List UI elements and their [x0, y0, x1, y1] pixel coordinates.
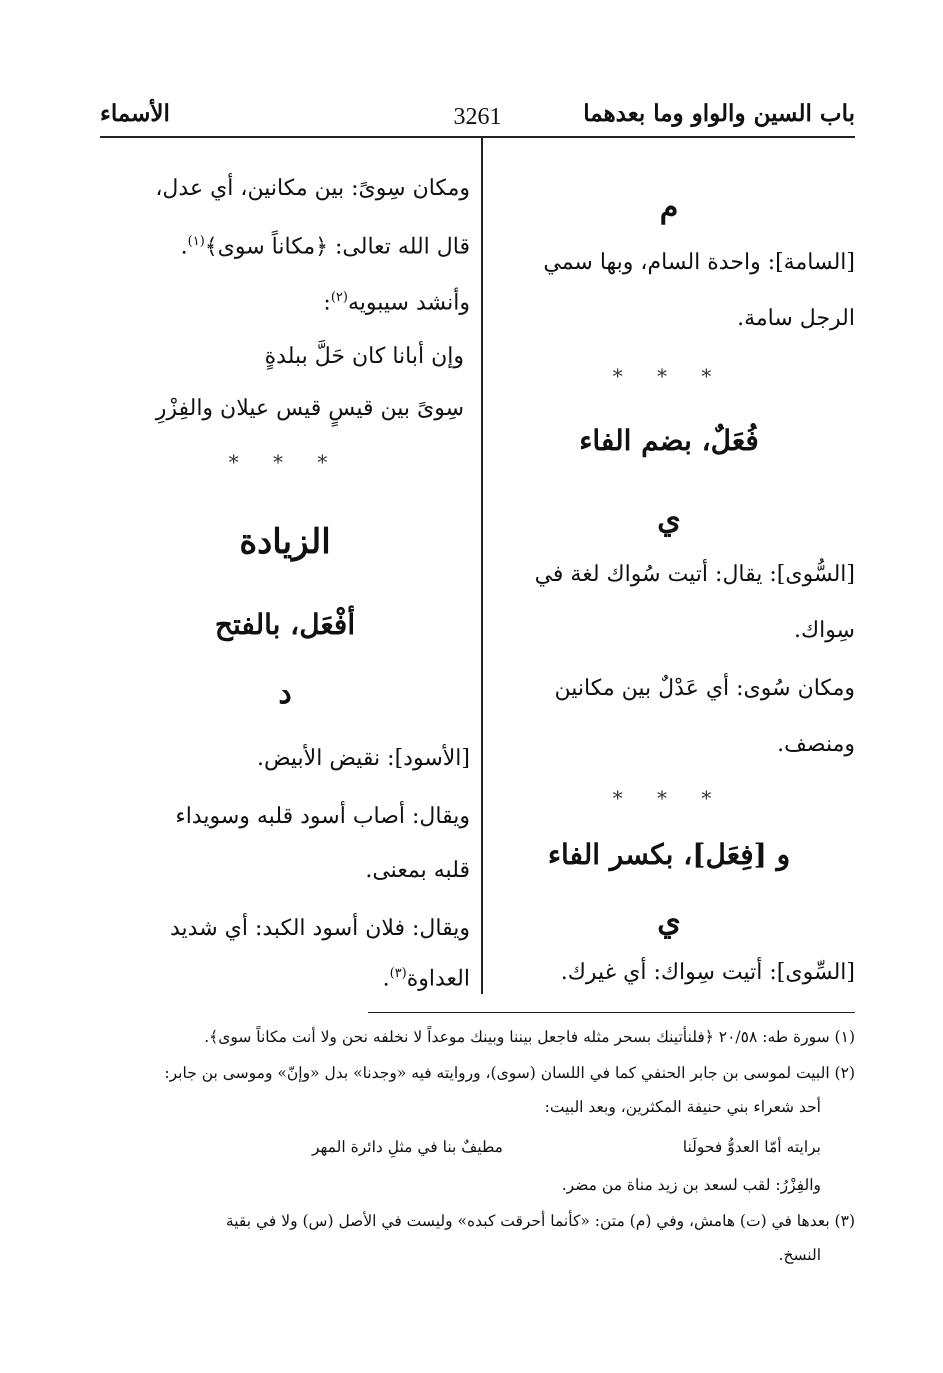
quran-quote: قال الله تعالى: ﴿مكاناً سوى﴾: [204, 234, 470, 260]
letter-mim: م: [659, 190, 679, 225]
sibawayh-text: وأنشد سيبويه: [347, 290, 470, 316]
left-p2-line2: قلبه بمعنى.: [365, 858, 470, 883]
footnote-ref: (٢): [330, 290, 348, 305]
right-p3-line2: ومنصف.: [777, 732, 855, 757]
footnote-3-line1: (٣) بعدها في (ت) هامش، وفي (م) متن: «كأنما أحرقت كبده» وليست في الأصل (س) ولا في بقية: [225, 1212, 855, 1230]
left-line3: وأنشد سيبويه$^{(٢)}$:: [323, 290, 470, 316]
separator-stars: * * *: [228, 450, 342, 474]
letter-ya: ي: [657, 502, 681, 537]
section-title: الأسماء: [100, 100, 170, 127]
right-p1-line1: [السامة]: واحدة السام، وبها سمي: [543, 250, 855, 275]
page-header: [100, 100, 855, 140]
page-number: 3261: [453, 104, 502, 130]
header-rule: [100, 136, 855, 138]
letter-dal: د: [278, 676, 292, 711]
footnote-3-line2: النسخ.: [778, 1246, 821, 1264]
heading-afal: أفْعَل، بالفتح: [214, 608, 356, 641]
footnote-2-line2: أحد شعراء بني حنيفة المكثرين، وبعد البيت:: [544, 1098, 821, 1116]
footnote-1: (١) سورة طه: ٢٠/٥٨ ﴿فلنأتينك بسحر مثله فاجعل بيننا وبينك موعداً لا نخلفه نحن ولا أنت مكاناً سوى﴾.: [204, 1028, 855, 1046]
verse-first-hemistich: وإن أبانا كان حَلَّ ببلدةٍ: [264, 344, 464, 369]
right-p3-line1: ومكان سُوى: أي عَدْلٌ بين مكانين: [554, 676, 855, 701]
separator-stars: * * *: [612, 786, 726, 810]
right-p1-line2: الرجل سامة.: [737, 306, 855, 331]
heading-fuaal: فُعَلٌ، بضم الفاء: [579, 424, 759, 457]
right-p2-line1: [السُّوى]: يقال: أتيت سُواك لغة في: [534, 562, 855, 587]
section-ziyada: الزيادة: [239, 522, 331, 562]
footnote-rule: [368, 1012, 855, 1013]
right-p2-line2: سِواك.: [793, 618, 855, 643]
chapter-title: باب السين والواو وما بعدهما: [583, 100, 855, 127]
right-p4-line1: [السِّوى]: أتيت سِواك: أي غيرك.: [560, 960, 855, 985]
left-p1: [الأسود]: نقيض الأبيض.: [256, 746, 470, 771]
adawa-text: العداوة: [406, 966, 470, 992]
heading-fial: و [فِعَل]، بكسر الفاء: [547, 838, 791, 871]
separator-stars: * * *: [612, 364, 726, 388]
left-p2-line1: ويقال: أصاب أسود قلبه وسويداء: [175, 804, 470, 829]
verse-second-hemistich: سِوىً بين قيسٍ قيس عيلان والفِزْرِ: [155, 396, 464, 421]
letter-ya: ي: [657, 904, 681, 939]
left-p3-line1: ويقال: فلان أسود الكبد: أي شديد: [170, 916, 470, 941]
footnote-2-verse-a: برايته أمّا العدوُّ فحولَنا: [682, 1138, 821, 1156]
footnote-2-line1: (٢) البيت لموسى بن جابر الحنفي كما في اللسان (سوى)، وروايته فيه «وجدنا» بدل «وإنّ» وموسى بن جابر:: [164, 1064, 855, 1082]
footnote-ref: (١): [187, 234, 205, 249]
footnote-ref: (٣): [389, 966, 407, 981]
left-p3-line2: العداوة$^{(٣)}$.: [382, 966, 470, 992]
left-line2: قال الله تعالى: ﴿مكاناً سوى﴾$^{(١)}$.: [180, 234, 470, 260]
footnote-2-verse-b: مطيفٌ بنا في مثلِ دائرة المهر: [311, 1138, 503, 1156]
left-line1: ومكان سِوىً: بين مكانين، أي عدل،: [155, 176, 470, 201]
footnote-2-line4: والفِزْرُ: لقب لسعد بن زيد مناة من مضر.: [561, 1176, 821, 1194]
